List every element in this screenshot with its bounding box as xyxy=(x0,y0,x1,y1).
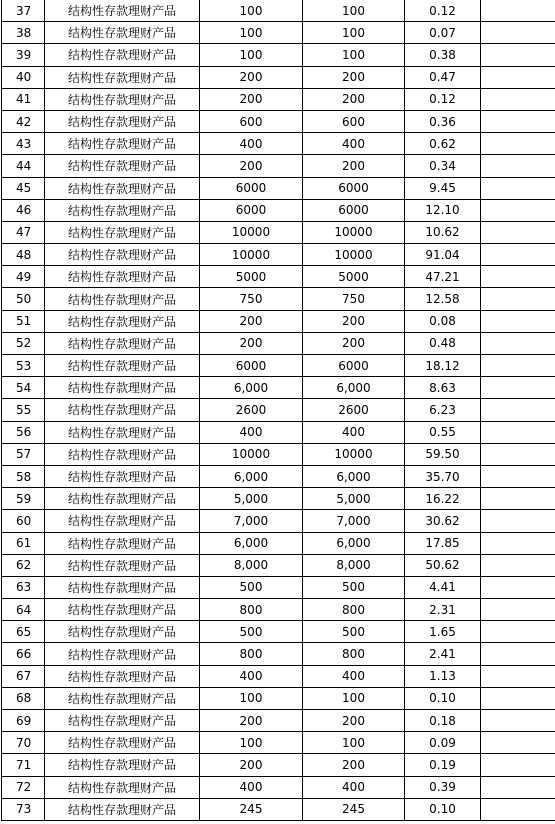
income-cell: 0.12 xyxy=(405,88,481,110)
product-name-cell: 结构性存款理财产品 xyxy=(45,443,200,465)
table-row xyxy=(2,244,555,266)
remark-cell xyxy=(481,0,555,22)
product-name-cell: 结构性存款理财产品 xyxy=(45,710,200,732)
amount-2-cell: 200 xyxy=(303,155,405,177)
row-number-cell: 72 xyxy=(2,776,45,798)
table-row xyxy=(2,465,555,487)
amount-2-cell: 6000 xyxy=(303,355,405,377)
amount-2-cell: 500 xyxy=(303,621,405,643)
row-number-cell: 40 xyxy=(2,66,45,88)
row-number-cell: 58 xyxy=(2,465,45,487)
amount-cell: 750 xyxy=(200,288,303,310)
product-name-cell: 结构性存款理财产品 xyxy=(45,421,200,443)
row-number-cell: 59 xyxy=(2,488,45,510)
row-number-cell: 53 xyxy=(2,355,45,377)
remark-cell xyxy=(481,288,555,310)
product-name-cell: 结构性存款理财产品 xyxy=(45,355,200,377)
income-cell: 30.62 xyxy=(405,510,481,532)
remark-cell xyxy=(481,798,555,820)
remark-cell xyxy=(481,199,555,221)
table-body xyxy=(2,0,555,820)
amount-2-cell: 500 xyxy=(303,576,405,598)
amount-2-cell: 100 xyxy=(303,0,405,22)
remark-cell xyxy=(481,488,555,510)
row-number-cell: 61 xyxy=(2,532,45,554)
product-name-cell: 结构性存款理财产品 xyxy=(45,22,200,44)
table-row xyxy=(2,399,555,421)
remark-cell xyxy=(481,710,555,732)
row-number-cell: 55 xyxy=(2,399,45,421)
row-number-cell: 46 xyxy=(2,199,45,221)
remark-cell xyxy=(481,443,555,465)
income-cell: 0.18 xyxy=(405,710,481,732)
table-row xyxy=(2,754,555,776)
product-name-cell: 结构性存款理财产品 xyxy=(45,399,200,421)
remark-cell xyxy=(481,310,555,332)
income-cell: 6.23 xyxy=(405,399,481,421)
amount-2-cell: 100 xyxy=(303,22,405,44)
remark-cell xyxy=(481,599,555,621)
remark-cell xyxy=(481,332,555,354)
amount-cell: 6,000 xyxy=(200,377,303,399)
amount-cell: 100 xyxy=(200,0,303,22)
table-row xyxy=(2,133,555,155)
row-number-cell: 52 xyxy=(2,332,45,354)
amount-2-cell: 5000 xyxy=(303,266,405,288)
table-row xyxy=(2,554,555,576)
row-number-cell: 43 xyxy=(2,133,45,155)
product-name-cell: 结构性存款理财产品 xyxy=(45,798,200,820)
table-row xyxy=(2,510,555,532)
amount-cell: 2600 xyxy=(200,399,303,421)
product-name-cell: 结构性存款理财产品 xyxy=(45,110,200,132)
table-row xyxy=(2,710,555,732)
amount-2-cell: 200 xyxy=(303,88,405,110)
amount-2-cell: 400 xyxy=(303,133,405,155)
amount-cell: 200 xyxy=(200,88,303,110)
income-cell: 0.47 xyxy=(405,66,481,88)
remark-cell xyxy=(481,576,555,598)
amount-cell: 200 xyxy=(200,710,303,732)
income-cell: 12.58 xyxy=(405,288,481,310)
amount-2-cell: 10000 xyxy=(303,221,405,243)
amount-2-cell: 800 xyxy=(303,643,405,665)
amount-2-cell: 200 xyxy=(303,332,405,354)
remark-cell xyxy=(481,110,555,132)
amount-2-cell: 200 xyxy=(303,66,405,88)
table-row xyxy=(2,687,555,709)
product-name-cell: 结构性存款理财产品 xyxy=(45,221,200,243)
amount-cell: 500 xyxy=(200,621,303,643)
income-cell: 0.10 xyxy=(405,798,481,820)
table-row xyxy=(2,155,555,177)
remark-cell xyxy=(481,776,555,798)
amount-2-cell: 6000 xyxy=(303,177,405,199)
row-number-cell: 57 xyxy=(2,443,45,465)
remark-cell xyxy=(481,221,555,243)
amount-2-cell: 200 xyxy=(303,710,405,732)
remark-cell xyxy=(481,355,555,377)
amount-cell: 7,000 xyxy=(200,510,303,532)
remark-cell xyxy=(481,621,555,643)
amount-2-cell: 800 xyxy=(303,599,405,621)
row-number-cell: 45 xyxy=(2,177,45,199)
table-row xyxy=(2,221,555,243)
remark-cell xyxy=(481,244,555,266)
row-number-cell: 42 xyxy=(2,110,45,132)
amount-cell: 100 xyxy=(200,732,303,754)
product-name-cell: 结构性存款理财产品 xyxy=(45,732,200,754)
amount-cell: 200 xyxy=(200,66,303,88)
income-cell: 0.08 xyxy=(405,310,481,332)
remark-cell xyxy=(481,66,555,88)
row-number-cell: 48 xyxy=(2,244,45,266)
table-row xyxy=(2,199,555,221)
product-name-cell: 结构性存款理财产品 xyxy=(45,310,200,332)
amount-2-cell: 600 xyxy=(303,110,405,132)
product-name-cell: 结构性存款理财产品 xyxy=(45,177,200,199)
remark-cell xyxy=(481,399,555,421)
amount-2-cell: 100 xyxy=(303,732,405,754)
amount-cell: 600 xyxy=(200,110,303,132)
amount-cell: 5000 xyxy=(200,266,303,288)
amount-cell: 100 xyxy=(200,44,303,66)
row-number-cell: 73 xyxy=(2,798,45,820)
income-cell: 12.10 xyxy=(405,199,481,221)
product-name-cell: 结构性存款理财产品 xyxy=(45,88,200,110)
row-number-cell: 64 xyxy=(2,599,45,621)
income-cell: 0.48 xyxy=(405,332,481,354)
table-row xyxy=(2,88,555,110)
amount-cell: 8,000 xyxy=(200,554,303,576)
row-number-cell: 38 xyxy=(2,22,45,44)
income-cell: 8.63 xyxy=(405,377,481,399)
product-name-cell: 结构性存款理财产品 xyxy=(45,332,200,354)
row-number-cell: 67 xyxy=(2,665,45,687)
amount-cell: 200 xyxy=(200,754,303,776)
amount-2-cell: 2600 xyxy=(303,399,405,421)
amount-2-cell: 10000 xyxy=(303,443,405,465)
amount-2-cell: 100 xyxy=(303,687,405,709)
row-number-cell: 41 xyxy=(2,88,45,110)
amount-cell: 245 xyxy=(200,798,303,820)
amount-2-cell: 200 xyxy=(303,310,405,332)
product-name-cell: 结构性存款理财产品 xyxy=(45,0,200,22)
income-cell: 0.39 xyxy=(405,776,481,798)
income-cell: 0.10 xyxy=(405,687,481,709)
data-table xyxy=(1,0,555,821)
table-row xyxy=(2,0,555,22)
product-name-cell: 结构性存款理财产品 xyxy=(45,199,200,221)
table-row xyxy=(2,532,555,554)
amount-2-cell: 400 xyxy=(303,665,405,687)
income-cell: 0.34 xyxy=(405,155,481,177)
amount-cell: 400 xyxy=(200,776,303,798)
remark-cell xyxy=(481,421,555,443)
table-row xyxy=(2,288,555,310)
row-number-cell: 62 xyxy=(2,554,45,576)
table-row xyxy=(2,332,555,354)
remark-cell xyxy=(481,177,555,199)
row-number-cell: 60 xyxy=(2,510,45,532)
income-cell: 0.36 xyxy=(405,110,481,132)
amount-cell: 6000 xyxy=(200,177,303,199)
amount-cell: 10000 xyxy=(200,443,303,465)
product-name-cell: 结构性存款理财产品 xyxy=(45,621,200,643)
table-row xyxy=(2,266,555,288)
table-row xyxy=(2,421,555,443)
amount-cell: 10000 xyxy=(200,244,303,266)
income-cell: 0.55 xyxy=(405,421,481,443)
amount-cell: 800 xyxy=(200,643,303,665)
table-row xyxy=(2,377,555,399)
product-name-cell: 结构性存款理财产品 xyxy=(45,133,200,155)
income-cell: 4.41 xyxy=(405,576,481,598)
income-cell: 0.19 xyxy=(405,754,481,776)
product-name-cell: 结构性存款理财产品 xyxy=(45,44,200,66)
amount-2-cell: 400 xyxy=(303,421,405,443)
income-cell: 0.62 xyxy=(405,133,481,155)
table-row xyxy=(2,732,555,754)
table-row xyxy=(2,643,555,665)
product-name-cell: 结构性存款理财产品 xyxy=(45,244,200,266)
remark-cell xyxy=(481,665,555,687)
remark-cell xyxy=(481,266,555,288)
amount-2-cell: 7,000 xyxy=(303,510,405,532)
amount-2-cell: 200 xyxy=(303,754,405,776)
income-cell: 91.04 xyxy=(405,244,481,266)
row-number-cell: 37 xyxy=(2,0,45,22)
amount-cell: 200 xyxy=(200,332,303,354)
amount-2-cell: 6,000 xyxy=(303,465,405,487)
remark-cell xyxy=(481,554,555,576)
income-cell: 16.22 xyxy=(405,488,481,510)
table-row xyxy=(2,66,555,88)
income-cell: 1.13 xyxy=(405,665,481,687)
amount-cell: 800 xyxy=(200,599,303,621)
row-number-cell: 47 xyxy=(2,221,45,243)
remark-cell xyxy=(481,732,555,754)
product-name-cell: 结构性存款理财产品 xyxy=(45,66,200,88)
table-row xyxy=(2,310,555,332)
row-number-cell: 63 xyxy=(2,576,45,598)
amount-2-cell: 750 xyxy=(303,288,405,310)
row-number-cell: 56 xyxy=(2,421,45,443)
product-name-cell: 结构性存款理财产品 xyxy=(45,510,200,532)
income-cell: 17.85 xyxy=(405,532,481,554)
row-number-cell: 54 xyxy=(2,377,45,399)
amount-2-cell: 5,000 xyxy=(303,488,405,510)
table-row xyxy=(2,776,555,798)
income-cell: 1.65 xyxy=(405,621,481,643)
income-cell: 35.70 xyxy=(405,465,481,487)
remark-cell xyxy=(481,754,555,776)
table-row xyxy=(2,621,555,643)
amount-cell: 6,000 xyxy=(200,532,303,554)
table-row xyxy=(2,355,555,377)
amount-cell: 100 xyxy=(200,22,303,44)
income-cell: 59.50 xyxy=(405,443,481,465)
row-number-cell: 39 xyxy=(2,44,45,66)
remark-cell xyxy=(481,155,555,177)
amount-cell: 6,000 xyxy=(200,465,303,487)
income-cell: 50.62 xyxy=(405,554,481,576)
remark-cell xyxy=(481,687,555,709)
income-cell: 0.09 xyxy=(405,732,481,754)
product-name-cell: 结构性存款理财产品 xyxy=(45,576,200,598)
amount-cell: 500 xyxy=(200,576,303,598)
product-name-cell: 结构性存款理财产品 xyxy=(45,288,200,310)
amount-2-cell: 245 xyxy=(303,798,405,820)
row-number-cell: 71 xyxy=(2,754,45,776)
remark-cell xyxy=(481,510,555,532)
product-name-cell: 结构性存款理财产品 xyxy=(45,599,200,621)
income-cell: 9.45 xyxy=(405,177,481,199)
income-cell: 2.31 xyxy=(405,599,481,621)
row-number-cell: 44 xyxy=(2,155,45,177)
income-cell: 0.38 xyxy=(405,44,481,66)
product-name-cell: 结构性存款理财产品 xyxy=(45,266,200,288)
amount-cell: 400 xyxy=(200,665,303,687)
remark-cell xyxy=(481,44,555,66)
product-name-cell: 结构性存款理财产品 xyxy=(45,776,200,798)
remark-cell xyxy=(481,465,555,487)
product-name-cell: 结构性存款理财产品 xyxy=(45,754,200,776)
amount-cell: 200 xyxy=(200,310,303,332)
amount-2-cell: 400 xyxy=(303,776,405,798)
product-name-cell: 结构性存款理财产品 xyxy=(45,155,200,177)
remark-cell xyxy=(481,22,555,44)
amount-2-cell: 10000 xyxy=(303,244,405,266)
table-row xyxy=(2,798,555,820)
table-row xyxy=(2,576,555,598)
product-name-cell: 结构性存款理财产品 xyxy=(45,687,200,709)
amount-2-cell: 6000 xyxy=(303,199,405,221)
table-row xyxy=(2,177,555,199)
amount-cell: 5,000 xyxy=(200,488,303,510)
table-row xyxy=(2,110,555,132)
amount-2-cell: 6,000 xyxy=(303,377,405,399)
row-number-cell: 66 xyxy=(2,643,45,665)
table-row xyxy=(2,599,555,621)
row-number-cell: 70 xyxy=(2,732,45,754)
remark-cell xyxy=(481,532,555,554)
amount-2-cell: 8,000 xyxy=(303,554,405,576)
product-name-cell: 结构性存款理财产品 xyxy=(45,554,200,576)
row-number-cell: 65 xyxy=(2,621,45,643)
income-cell: 2.41 xyxy=(405,643,481,665)
row-number-cell: 68 xyxy=(2,687,45,709)
table-row xyxy=(2,488,555,510)
amount-cell: 100 xyxy=(200,687,303,709)
amount-cell: 200 xyxy=(200,155,303,177)
row-number-cell: 49 xyxy=(2,266,45,288)
amount-2-cell: 6,000 xyxy=(303,532,405,554)
table-row xyxy=(2,22,555,44)
amount-cell: 6000 xyxy=(200,355,303,377)
amount-cell: 400 xyxy=(200,421,303,443)
row-number-cell: 51 xyxy=(2,310,45,332)
remark-cell xyxy=(481,643,555,665)
income-cell: 18.12 xyxy=(405,355,481,377)
income-cell: 47.21 xyxy=(405,266,481,288)
product-name-cell: 结构性存款理财产品 xyxy=(45,377,200,399)
amount-cell: 6000 xyxy=(200,199,303,221)
remark-cell xyxy=(481,88,555,110)
income-cell: 0.12 xyxy=(405,0,481,22)
row-number-cell: 69 xyxy=(2,710,45,732)
product-name-cell: 结构性存款理财产品 xyxy=(45,488,200,510)
table-row xyxy=(2,665,555,687)
remark-cell xyxy=(481,133,555,155)
remark-cell xyxy=(481,377,555,399)
income-cell: 0.07 xyxy=(405,22,481,44)
amount-cell: 10000 xyxy=(200,221,303,243)
product-name-cell: 结构性存款理财产品 xyxy=(45,465,200,487)
product-name-cell: 结构性存款理财产品 xyxy=(45,643,200,665)
row-number-cell: 50 xyxy=(2,288,45,310)
amount-cell: 400 xyxy=(200,133,303,155)
product-name-cell: 结构性存款理财产品 xyxy=(45,532,200,554)
table-row xyxy=(2,44,555,66)
table-row xyxy=(2,443,555,465)
income-cell: 10.62 xyxy=(405,221,481,243)
amount-2-cell: 100 xyxy=(303,44,405,66)
product-name-cell: 结构性存款理财产品 xyxy=(45,665,200,687)
